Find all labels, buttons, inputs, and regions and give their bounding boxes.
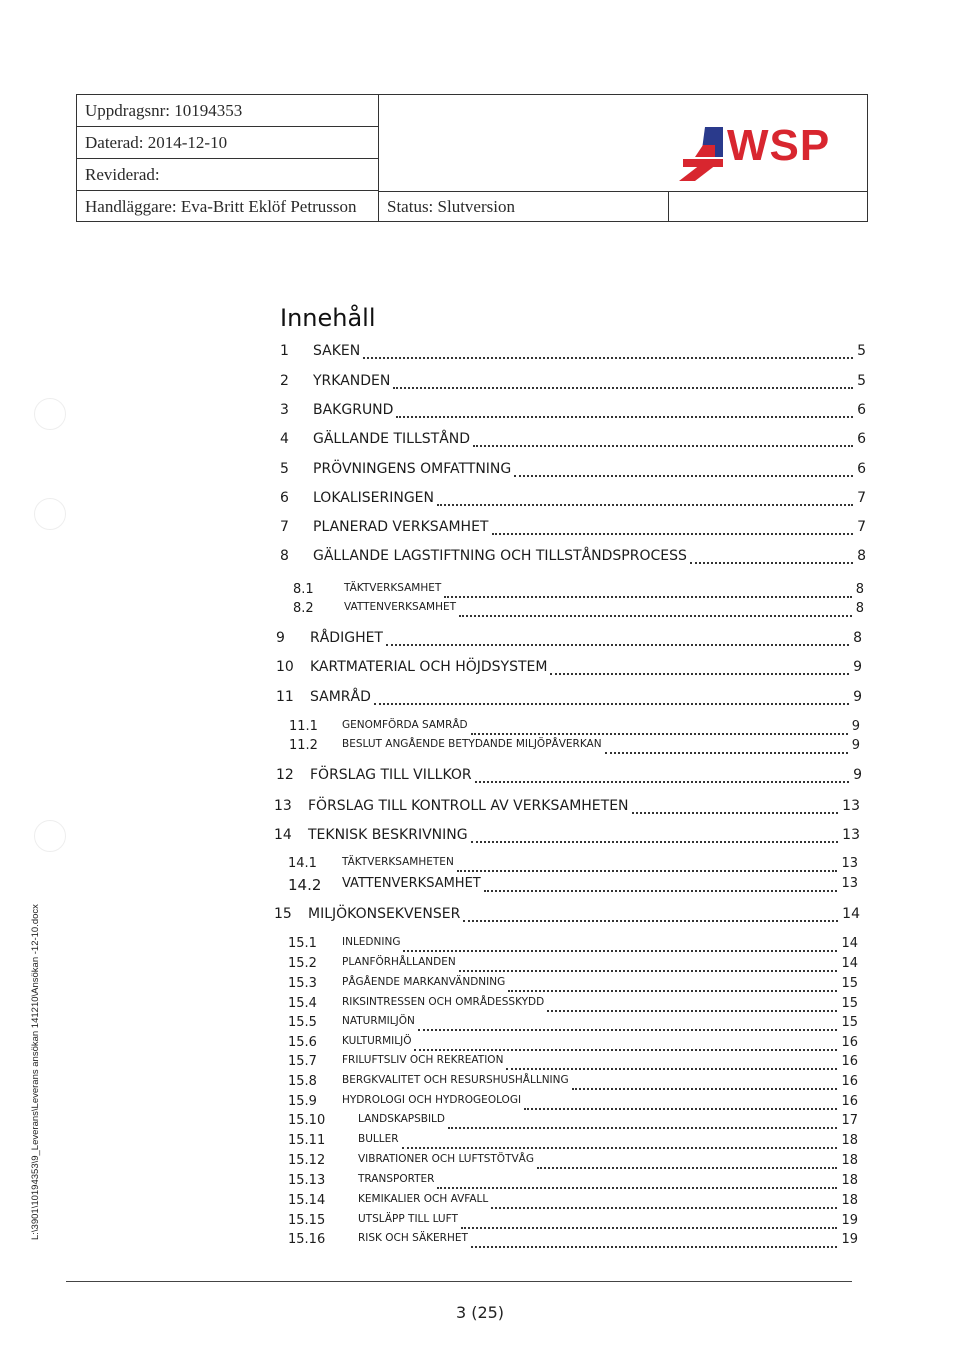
toc-entry-number: 15.12 [288, 1153, 326, 1168]
toc-entry[interactable] [0, 906, 960, 926]
toc-leader-dots [471, 719, 848, 735]
toc-entry[interactable] [0, 856, 960, 876]
toc-entry[interactable] [0, 630, 960, 650]
toc-entry-number: 14.1 [288, 856, 317, 871]
toc-entry-label: NATURMILJÖN [342, 1015, 415, 1027]
toc-entry-number: 14 [274, 827, 292, 843]
toc-leader-dots [437, 490, 853, 506]
toc-entry[interactable] [0, 1074, 960, 1094]
toc-entry-page: 13 [841, 876, 858, 891]
toc-leader-dots [632, 798, 838, 814]
toc-leader-dots [605, 738, 848, 754]
footer-divider [66, 1281, 852, 1282]
toc-entry[interactable] [0, 936, 960, 956]
toc-entry-page: 6 [857, 402, 866, 418]
toc-entry-page: 14 [842, 906, 860, 922]
toc-leader-dots [537, 1153, 837, 1169]
toc-entry[interactable] [0, 1173, 960, 1193]
toc-entry-number: 11 [276, 689, 294, 705]
toc-entry-number: 11.2 [289, 738, 318, 753]
toc-entry-number: 10 [276, 659, 294, 675]
toc-entry-label: FÖRSLAG TILL VILLKOR [310, 767, 472, 783]
toc-entry-page: 13 [842, 798, 860, 814]
toc-entry-page: 15 [841, 996, 858, 1011]
toc-leader-dots [491, 1193, 837, 1209]
toc-entry-page: 14 [841, 936, 858, 951]
toc-entry[interactable] [0, 659, 960, 679]
toc-leader-dots [461, 1213, 837, 1229]
toc-entry[interactable] [0, 431, 960, 451]
toc-entry-number: 15.9 [288, 1094, 317, 1109]
toc-entry-label: LOKALISERINGEN [313, 490, 434, 506]
toc-leader-dots [690, 548, 853, 564]
toc-leader-dots [506, 1054, 837, 1070]
toc-leader-dots [448, 1113, 837, 1129]
toc-entry-number: 6 [280, 490, 289, 506]
toc-entry[interactable] [0, 738, 960, 758]
toc-leader-dots [475, 767, 849, 783]
toc-entry[interactable] [0, 827, 960, 847]
toc-entry-number: 15.10 [288, 1113, 326, 1128]
toc-leader-dots [473, 431, 853, 447]
toc-entry-number: 8.1 [293, 582, 314, 597]
toc-leader-dots [471, 827, 838, 843]
toc-leader-dots [508, 976, 837, 992]
toc-entry-page: 14 [841, 956, 858, 971]
wsp-logo-mark-icon [675, 121, 727, 185]
toc-entry-page: 16 [841, 1054, 858, 1069]
toc-entry[interactable] [0, 976, 960, 996]
toc-entry-label: VATTENVERKSAMHET [344, 601, 457, 613]
toc-entry-page: 5 [857, 373, 866, 389]
toc-entry-label: LANDSKAPSBILD [358, 1113, 445, 1125]
toc-title: Innehåll [280, 304, 376, 332]
toc-entry-page: 16 [841, 1035, 858, 1050]
toc-entry-label: BESLUT ANGÅENDE BETYDANDE MILJÖPÅVERKAN [342, 738, 602, 750]
toc-entry[interactable] [0, 1213, 960, 1233]
toc-entry-page: 15 [841, 976, 858, 991]
assignment-number: Uppdragsnr: 10194353 [77, 95, 379, 127]
toc-entry-label: GÄLLANDE TILLSTÅND [313, 431, 471, 447]
toc-entry-number: 7 [280, 519, 289, 535]
toc-leader-dots [363, 343, 853, 359]
toc-entry[interactable] [0, 402, 960, 422]
toc-entry-number: 11.1 [289, 719, 318, 734]
toc-entry-number: 15.3 [288, 976, 317, 991]
toc-leader-dots [459, 956, 837, 972]
toc-entry[interactable] [0, 373, 960, 393]
toc-entry-number: 4 [280, 431, 289, 447]
toc-entry-label: SAMRÅD [310, 689, 371, 705]
toc-leader-dots [459, 601, 852, 617]
toc-entry[interactable] [0, 956, 960, 976]
toc-entry[interactable] [0, 1094, 960, 1114]
toc-entry-page: 6 [857, 431, 866, 447]
toc-entry-label: KEMIKALIER OCH AVFALL [358, 1193, 489, 1205]
toc-leader-dots [418, 1015, 837, 1031]
toc-entry-number: 15 [274, 906, 292, 922]
toc-entry[interactable] [0, 1193, 960, 1213]
toc-entry-label: RÅDIGHET [310, 630, 383, 646]
toc-leader-dots [386, 630, 849, 646]
toc-entry-page: 19 [841, 1213, 858, 1228]
toc-leader-dots [492, 519, 853, 535]
toc-entry-page: 8 [855, 601, 864, 616]
toc-entry[interactable] [0, 1015, 960, 1035]
toc-entry-label: PÅGÅENDE MARKANVÄNDNING [342, 976, 506, 988]
toc-entry-number: 15.8 [288, 1074, 317, 1089]
toc-entry-number: 15.11 [288, 1133, 326, 1148]
handler-field: Handläggare: Eva-Britt Eklöf Petrusson [77, 191, 379, 222]
toc-entry-page: 18 [841, 1193, 858, 1208]
toc-entry-page: 19 [841, 1232, 858, 1247]
wsp-logo [669, 95, 867, 191]
date-field: Daterad: 2014-12-10 [77, 127, 379, 159]
toc-entry-label: BERGKVALITET OCH RESURSHUSHÅLLNING [342, 1074, 569, 1086]
toc-entry-page: 8 [857, 548, 866, 564]
toc-entry-page: 13 [841, 856, 858, 871]
toc-entry-page: 16 [841, 1094, 858, 1109]
toc-entry[interactable] [0, 548, 960, 568]
revised-field: Reviderad: [77, 159, 379, 191]
toc-entry[interactable] [0, 689, 960, 709]
toc-entry-number: 13 [274, 798, 292, 814]
toc-entry[interactable] [0, 719, 960, 739]
toc-entry-label: KARTMATERIAL OCH HÖJDSYSTEM [310, 659, 548, 675]
toc-entry-number: 12 [276, 767, 294, 783]
toc-entry-label: UTSLÄPP TILL LUFT [358, 1213, 458, 1225]
toc-leader-dots [547, 996, 837, 1012]
toc-entry-page: 18 [841, 1173, 858, 1188]
toc-leader-dots [374, 689, 849, 705]
toc-entry-page: 9 [853, 689, 862, 705]
toc-entry-page: 9 [853, 659, 862, 675]
toc-entry-number: 9 [276, 630, 285, 646]
toc-entry[interactable] [0, 601, 960, 621]
toc-entry-label: VATTENVERKSAMHET [342, 876, 481, 891]
toc-entry-label: FRILUFTSLIV OCH REKREATION [342, 1054, 504, 1066]
toc-leader-dots [550, 659, 849, 675]
toc-entry-label: TEKNISK BESKRIVNING [308, 827, 468, 843]
wsp-logo-text: WSP [727, 121, 831, 170]
toc-leader-dots [437, 1173, 837, 1189]
toc-entry-label: SAKEN [313, 343, 361, 359]
toc-leader-dots [572, 1074, 837, 1090]
toc-entry-page: 17 [841, 1113, 858, 1128]
toc-entry-page: 7 [857, 519, 866, 535]
file-path-margin-text: L:\3901\10194353\9_Leverans\Leverans ansökan 141210\Ansökan -12-10.docx [30, 904, 41, 1240]
toc-entry-page: 5 [857, 343, 866, 359]
toc-entry[interactable] [0, 767, 960, 787]
toc-entry-page: 7 [857, 490, 866, 506]
toc-leader-dots [463, 906, 838, 922]
toc-entry-label: TÄKTVERKSAMHETEN [342, 856, 454, 868]
toc-leader-dots [514, 461, 853, 477]
toc-entry-label: TÄKTVERKSAMHET [344, 582, 442, 594]
document-header-table [76, 94, 868, 222]
toc-entry-page: 9 [853, 767, 862, 783]
toc-entry[interactable] [0, 1035, 960, 1055]
toc-leader-dots [524, 1094, 837, 1110]
page-number: 3 (25) [455, 1303, 505, 1322]
toc-leader-dots [457, 856, 837, 872]
toc-entry-page: 15 [841, 1015, 858, 1030]
toc-entry[interactable] [0, 461, 960, 481]
toc-entry-number: 15.16 [288, 1232, 326, 1247]
toc-leader-dots [484, 876, 837, 892]
toc-entry-page: 16 [841, 1074, 858, 1089]
toc-leader-dots [414, 1035, 837, 1051]
toc-entry-label: HYDROLOGI OCH HYDROGEOLOGI [342, 1094, 522, 1106]
toc-entry-label: VIBRATIONER OCH LUFTSTÖTVÅG [358, 1153, 534, 1165]
toc-entry-number: 2 [280, 373, 289, 389]
toc-leader-dots [444, 582, 852, 598]
toc-entry-label: RIKSINTRESSEN OCH OMRÅDESSKYDD [342, 996, 545, 1008]
toc-entry[interactable] [0, 1232, 960, 1252]
status-field: Status: Slutversion [379, 191, 669, 222]
toc-entry-number: 15.14 [288, 1193, 326, 1208]
toc-entry-label: PRÖVNINGENS OMFATTNING [313, 461, 512, 477]
toc-entry[interactable] [0, 582, 960, 602]
toc-entry[interactable] [0, 1153, 960, 1173]
toc-entry-label: BULLER [358, 1133, 399, 1145]
toc-entry[interactable] [0, 1133, 960, 1153]
toc-entry-label: YRKANDEN [313, 373, 391, 389]
toc-entry-page: 9 [851, 719, 860, 734]
toc-entry[interactable] [0, 876, 960, 896]
toc-entry-number: 3 [280, 402, 289, 418]
toc-entry-label: PLANERAD VERKSAMHET [313, 519, 489, 535]
toc-entry-page: 13 [842, 827, 860, 843]
toc-leader-dots [396, 402, 853, 418]
toc-entry-number: 15.15 [288, 1213, 326, 1228]
toc-entry-label: GÄLLANDE LAGSTIFTNING OCH TILLSTÅNDSPROCESS [313, 548, 687, 564]
toc-entry[interactable] [0, 996, 960, 1016]
toc-entry-number: 8.2 [293, 601, 314, 616]
toc-entry-label: BAKGRUND [313, 402, 394, 418]
toc-entry-page: 18 [841, 1153, 858, 1168]
toc-entry-page: 9 [851, 738, 860, 753]
header-empty-cell [669, 191, 867, 223]
toc-entry-label: RISK OCH SÄKERHET [358, 1232, 468, 1244]
toc-entry-number: 15.2 [288, 956, 317, 971]
toc-entry-page: 18 [841, 1133, 858, 1148]
toc-entry-number: 1 [280, 343, 289, 359]
toc-leader-dots [471, 1232, 837, 1248]
toc-entry-number: 15.4 [288, 996, 317, 1011]
toc-entry-number: 15.6 [288, 1035, 317, 1050]
toc-entry[interactable] [0, 519, 960, 539]
toc-entry[interactable] [0, 1054, 960, 1074]
toc-entry-number: 5 [280, 461, 289, 477]
toc-entry-label: KULTURMILJÖ [342, 1035, 412, 1047]
toc-entry[interactable] [0, 798, 960, 818]
toc-entry[interactable] [0, 1113, 960, 1133]
toc-entry-page: 8 [853, 630, 862, 646]
toc-entry-label: PLANFÖRHÅLLANDEN [342, 956, 456, 968]
toc-entry-number: 14.2 [288, 876, 322, 894]
toc-leader-dots [402, 1133, 837, 1149]
toc-entry-label: INLEDNING [342, 936, 401, 948]
toc-entry-number: 15.5 [288, 1015, 317, 1030]
toc-entry-number: 15.7 [288, 1054, 317, 1069]
toc-entry[interactable] [0, 343, 960, 363]
toc-leader-dots [403, 936, 837, 952]
toc-entry-number: 15.13 [288, 1173, 326, 1188]
toc-entry-label: TRANSPORTER [358, 1173, 435, 1185]
toc-entry[interactable] [0, 490, 960, 510]
toc-entry-label: FÖRSLAG TILL KONTROLL AV VERKSAMHETEN [308, 798, 629, 814]
toc-entry-page: 8 [855, 582, 864, 597]
toc-entry-page: 6 [857, 461, 866, 477]
toc-leader-dots [393, 373, 853, 389]
toc-entry-label: GENOMFÖRDA SAMRÅD [342, 719, 468, 731]
toc-entry-label: MILJÖKONSEKVENSER [308, 906, 461, 922]
toc-entry-number: 15.1 [288, 936, 317, 951]
toc-entry-number: 8 [280, 548, 289, 564]
